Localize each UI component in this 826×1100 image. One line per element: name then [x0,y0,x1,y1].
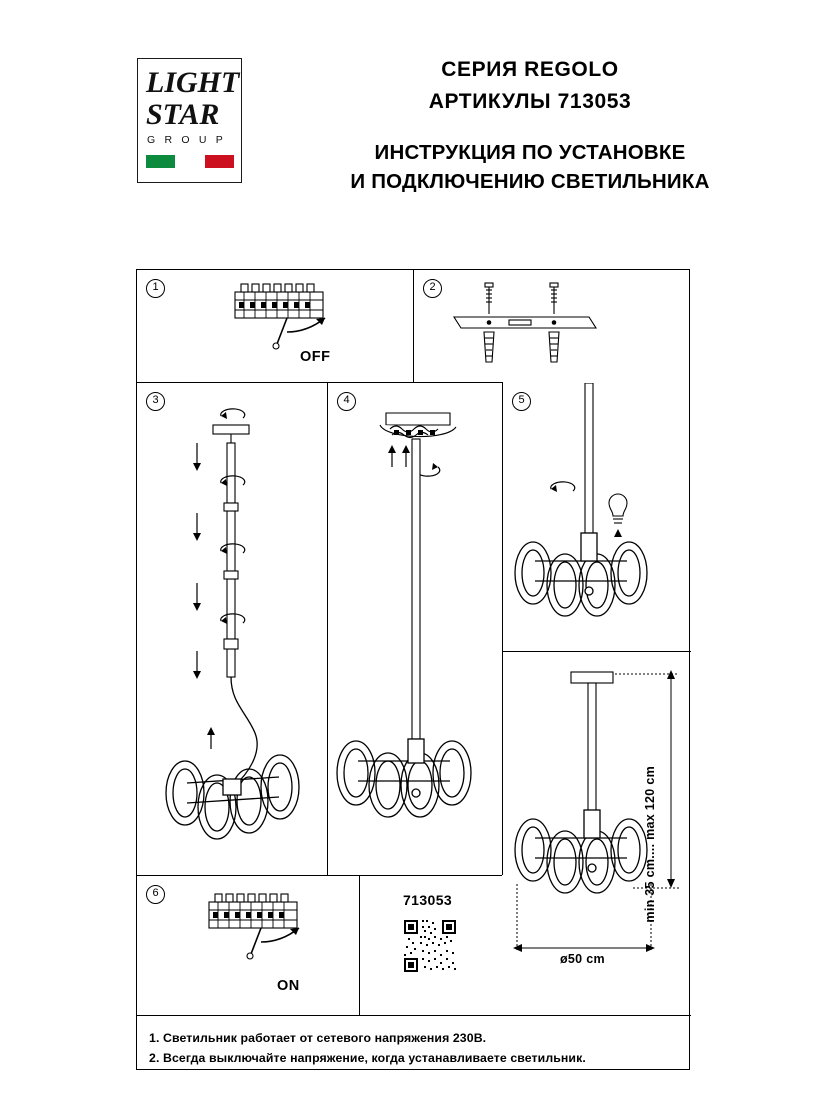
step-6-label: ON [277,978,300,994]
step-2-cell [414,270,691,383]
document-header [0,0,826,255]
italian-flag-icon [146,155,234,168]
footer-notes-cell [137,1016,691,1071]
step-5-cell [503,383,691,651]
step-4-badge: 4 [337,392,356,411]
step-1-illustration [137,270,414,383]
height-dimension-label: min 35 cm.... max 120 cm [643,766,657,923]
instruction-title-line2: И ПОДКЛЮЧЕНИЮ СВЕТИЛЬНИКА [350,170,710,193]
step-4-cell [328,383,503,875]
step-4-illustration [328,383,503,875]
step-3-cell [137,383,328,875]
step-5-badge: 5 [512,392,531,411]
diameter-dimension-label: ø50 cm [560,952,605,966]
product-code-cell [360,876,502,1015]
step-3-badge: 3 [146,392,165,411]
step-1-cell [137,270,414,383]
step-6-badge: 6 [146,885,165,904]
logo-line-star: STAR [146,98,220,131]
qr-code [402,918,458,974]
step-6-illustration [137,876,360,1015]
step-1-label: OFF [300,349,331,365]
logo-line-group: G R O U P [147,134,226,146]
step-3-illustration [137,383,328,875]
instruction-diagram-frame [136,269,690,1070]
title-block [250,55,810,196]
step-5-illustration [503,383,691,651]
series-title: СЕРИЯ REGOLO [441,58,619,81]
step-2-badge: 2 [423,279,442,298]
step-2-illustration [414,270,691,383]
article-title: АРТИКУЛЫ 713053 [428,90,632,113]
brand-logo [137,58,242,183]
step-6-cell [137,876,360,1015]
dimensions-cell [503,652,691,1015]
instruction-title-line1: ИНСТРУКЦИЯ ПО УСТАНОВКЕ [374,141,686,164]
product-code-label: 713053 [403,892,453,908]
footer-note-1: 1. Светильник работает от сетевого напряжения 230В. [149,1031,487,1045]
logo-line-light: LIGHT [146,66,240,99]
step-1-badge: 1 [146,279,165,298]
footer-note-2: 2. Всегда выключайте напряжение, когда устанавливаете светильник. [149,1051,586,1065]
